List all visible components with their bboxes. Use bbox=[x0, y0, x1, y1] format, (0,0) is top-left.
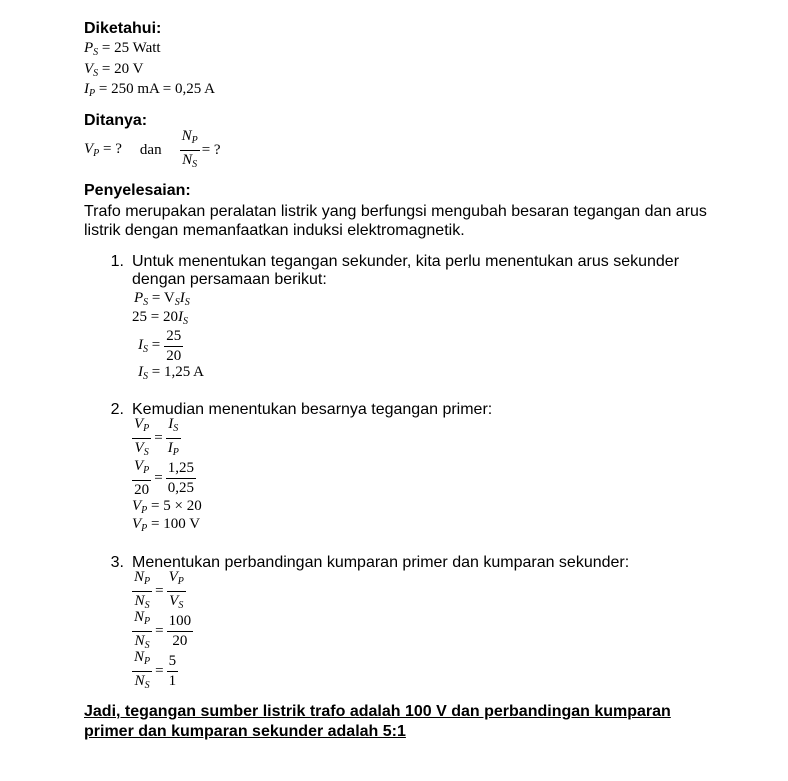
step1-number: 1. bbox=[110, 253, 124, 270]
asked-connector: dan bbox=[139, 141, 162, 158]
asked-ratio-num: N bbox=[181, 127, 192, 144]
step2-number: 2. bbox=[110, 401, 124, 418]
asked-heading: Ditanya: bbox=[84, 112, 148, 129]
current-symbol: I bbox=[84, 81, 89, 97]
step3-number: 3. bbox=[110, 554, 124, 571]
asked-equation bbox=[84, 127, 221, 170]
solution-intro-line-2: listrik dengan memanfaatkan induksi elektromagnetik. bbox=[84, 222, 465, 239]
step2-eq3: $V_P = 5 \times 20$ bbox=[132, 498, 202, 516]
step2-eq2-num-right: 1,25 bbox=[166, 459, 196, 479]
power-value: = 25 Watt bbox=[101, 40, 161, 56]
voltage-value: = 20 V bbox=[101, 61, 144, 77]
step2-eq4: $V_P = 100$ V bbox=[132, 516, 201, 534]
known-current bbox=[84, 81, 215, 99]
asked-vp-symbol: V bbox=[84, 141, 94, 157]
voltage-sub: S bbox=[93, 68, 99, 79]
step2-eq2: $\frac{V_P}{20}$ = $\frac{1,25}{0,25}$ bbox=[134, 457, 194, 498]
step3-eq2-num: 100 bbox=[167, 612, 194, 632]
step3-eq3: $\frac{N_P}{N_S}$ = $\frac{5}{1}$ bbox=[134, 648, 177, 691]
step1-eq1-rhs: = V bbox=[151, 290, 175, 306]
step1-fraction bbox=[164, 327, 183, 366]
step2-eq3-rhs: = 5 × 20 bbox=[151, 498, 202, 514]
step2-eq2-den-left: 20 bbox=[134, 481, 150, 498]
solution-heading: Penyelesaian: bbox=[84, 182, 191, 199]
step1-text-line-1: Untuk menentukan tegangan sekunder, kita perlu menentukan arus sekunder bbox=[132, 253, 680, 270]
voltage-symbol: V bbox=[84, 61, 94, 77]
step1-result: $I_S = 1,25$ A bbox=[138, 364, 204, 382]
step3-text-line: Menentukan perbandingan kumparan primer dan kumparan sekunder: bbox=[132, 554, 630, 571]
asked-ratio-den-sub: S bbox=[192, 158, 198, 170]
conclusion-line-1: Jadi, tegangan sumber listrik trafo adalah 100 V dan perbandingan kumparan bbox=[84, 703, 671, 720]
step2-text-line: Kemudian menentukan besarnya tegangan primer: bbox=[132, 401, 493, 418]
step1-result-value: = 1,25 A bbox=[151, 364, 204, 380]
step1-frac-num: 25 bbox=[164, 327, 183, 347]
asked-ratio-den: N bbox=[182, 151, 193, 168]
step3-eq3-den: 1 bbox=[168, 672, 177, 689]
step2-eq4-rhs: = 100 V bbox=[151, 516, 201, 532]
known-power bbox=[84, 40, 161, 58]
step3-eq1: $\frac{N_P}{N_S}$ = $\frac{V_P}{V_S}$ bbox=[134, 568, 184, 611]
step1-frac-den: 20 bbox=[166, 347, 182, 364]
asked-vp-sub: P bbox=[93, 148, 100, 159]
current-value: = 250 mA = 0,25 A bbox=[98, 81, 215, 97]
asked-vp-rhs: = ? bbox=[103, 141, 122, 157]
step1-eq2: $25 = 20I_S$ bbox=[132, 309, 188, 327]
conclusion-line-2: primer dan kumparan sekunder adalah 5:1 bbox=[84, 723, 406, 740]
power-symbol: P bbox=[84, 40, 94, 56]
known-heading: Diketahui: bbox=[84, 20, 162, 37]
step2-eq2-den-right: 0,25 bbox=[167, 479, 194, 496]
step2-eq1: $\frac{V_P}{V_S}$ = $\frac{I_S}{I_P}$ bbox=[134, 415, 179, 458]
asked-ratio-num-sub: P bbox=[191, 134, 198, 146]
known-voltage bbox=[84, 61, 143, 79]
step1-text-2: dengan persamaan berikut: bbox=[132, 271, 327, 288]
step1-eq2-lhs: 25 = 20 bbox=[132, 309, 178, 325]
step2-text bbox=[102, 401, 492, 419]
asked-ratio-fraction bbox=[180, 127, 200, 174]
step1-text-1 bbox=[102, 253, 679, 271]
current-sub: P bbox=[89, 88, 96, 99]
asked-ratio-rhs: = ? bbox=[201, 141, 221, 158]
step3-eq2-den: 20 bbox=[172, 632, 188, 649]
step3-eq2: $\frac{N_P}{N_S}$ = $\frac{100}{20}$ bbox=[134, 608, 192, 651]
step1-eq1: $P_S = V_SI_S$ bbox=[134, 290, 190, 308]
solution-intro-line-1: Trafo merupakan peralatan listrik yang berfungsi mengubah besaran tegangan dan arus bbox=[84, 203, 707, 220]
step1-eq3: $I_S$ = $\frac{25}{20}$ bbox=[138, 327, 182, 364]
power-sub: S bbox=[93, 47, 99, 58]
step3-eq3-num: 5 bbox=[167, 652, 179, 672]
